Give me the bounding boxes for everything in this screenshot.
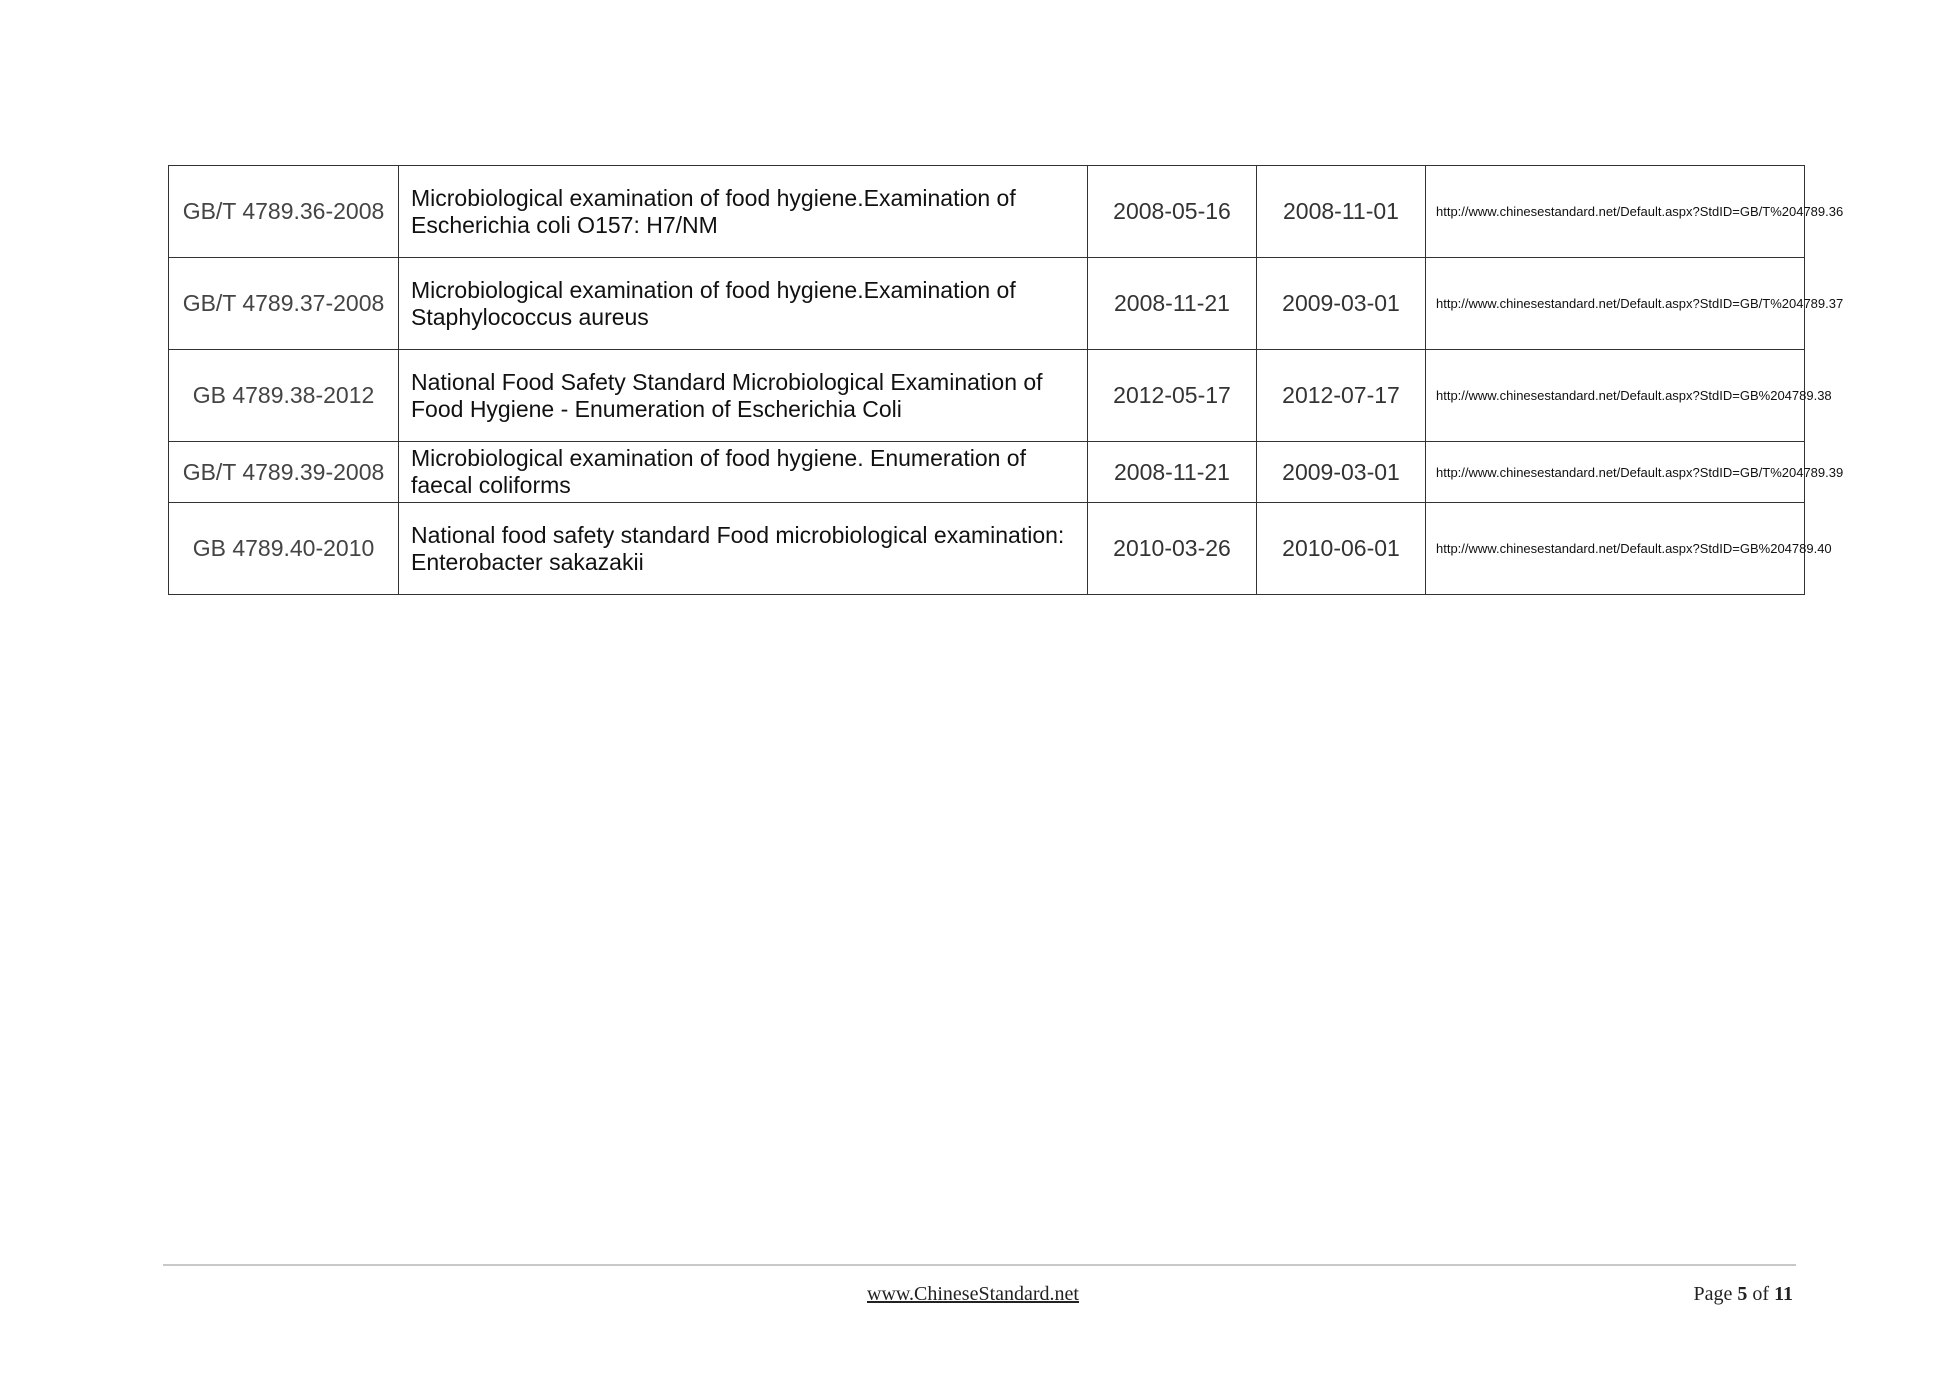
standard-title: Microbiological examination of food hygiene. Enumeration of faecal coliforms: [399, 442, 1088, 503]
issue-date: 2008-05-16: [1088, 166, 1257, 258]
standards-table: [168, 165, 1844, 595]
standard-url-link[interactable]: http://www.chinesestandard.net/Default.aspx?StdID=GB/T%204789.36: [1426, 166, 1805, 258]
standard-url-link[interactable]: http://www.chinesestandard.net/Default.aspx?StdID=GB%204789.40: [1426, 503, 1805, 595]
footer-site-text: www.ChineseStandard.net: [867, 1283, 1079, 1305]
standard-code: GB/T 4789.39-2008: [169, 442, 399, 503]
standard-code: GB/T 4789.37-2008: [169, 258, 399, 350]
issue-date: 2010-03-26: [1088, 503, 1257, 595]
standard-url-link[interactable]: http://www.chinesestandard.net/Default.aspx?StdID=GB%204789.38: [1426, 350, 1805, 442]
standard-title: National Food Safety Standard Microbiological Examination of Food Hygiene - Enumeration of Escherichia Coli: [399, 350, 1088, 442]
table-row: [169, 258, 1805, 350]
standard-code: GB 4789.40-2010: [169, 503, 399, 595]
table-row: [169, 166, 1805, 258]
issue-date: 2008-11-21: [1088, 442, 1257, 503]
implementation-date: 2009-03-01: [1257, 442, 1426, 503]
page-of: of: [1752, 1283, 1770, 1305]
footer-divider: [163, 1264, 1796, 1266]
implementation-date: 2008-11-01: [1257, 166, 1426, 258]
standard-url-link[interactable]: http://www.chinesestandard.net/Default.aspx?StdID=GB/T%204789.37: [1426, 258, 1805, 350]
page-prefix: Page: [1693, 1283, 1733, 1305]
implementation-date: 2010-06-01: [1257, 503, 1426, 595]
standard-title: National food safety standard Food microbiological examination: Enterobacter sakazakii: [399, 503, 1088, 595]
standard-title: Microbiological examination of food hygiene.Examination of Staphylococcus aureus: [399, 258, 1088, 350]
standard-url-link[interactable]: http://www.chinesestandard.net/Default.aspx?StdID=GB/T%204789.39: [1426, 442, 1805, 503]
table-row: [169, 350, 1805, 442]
implementation-date: 2009-03-01: [1257, 258, 1426, 350]
issue-date: 2012-05-17: [1088, 350, 1257, 442]
page-total: 11: [1774, 1283, 1793, 1305]
table-row: [169, 503, 1805, 595]
page-current: 5: [1737, 1283, 1748, 1305]
standard-code: GB/T 4789.36-2008: [169, 166, 399, 258]
standard-title: Microbiological examination of food hygiene.Examination of Escherichia coli O157: H7/NM: [399, 166, 1088, 258]
issue-date: 2008-11-21: [1088, 258, 1257, 350]
implementation-date: 2012-07-17: [1257, 350, 1426, 442]
table-row: [169, 442, 1805, 503]
footer-site-link[interactable]: [0, 1283, 1946, 1306]
page-number: [1694, 1283, 1793, 1306]
standard-code: GB 4789.38-2012: [169, 350, 399, 442]
